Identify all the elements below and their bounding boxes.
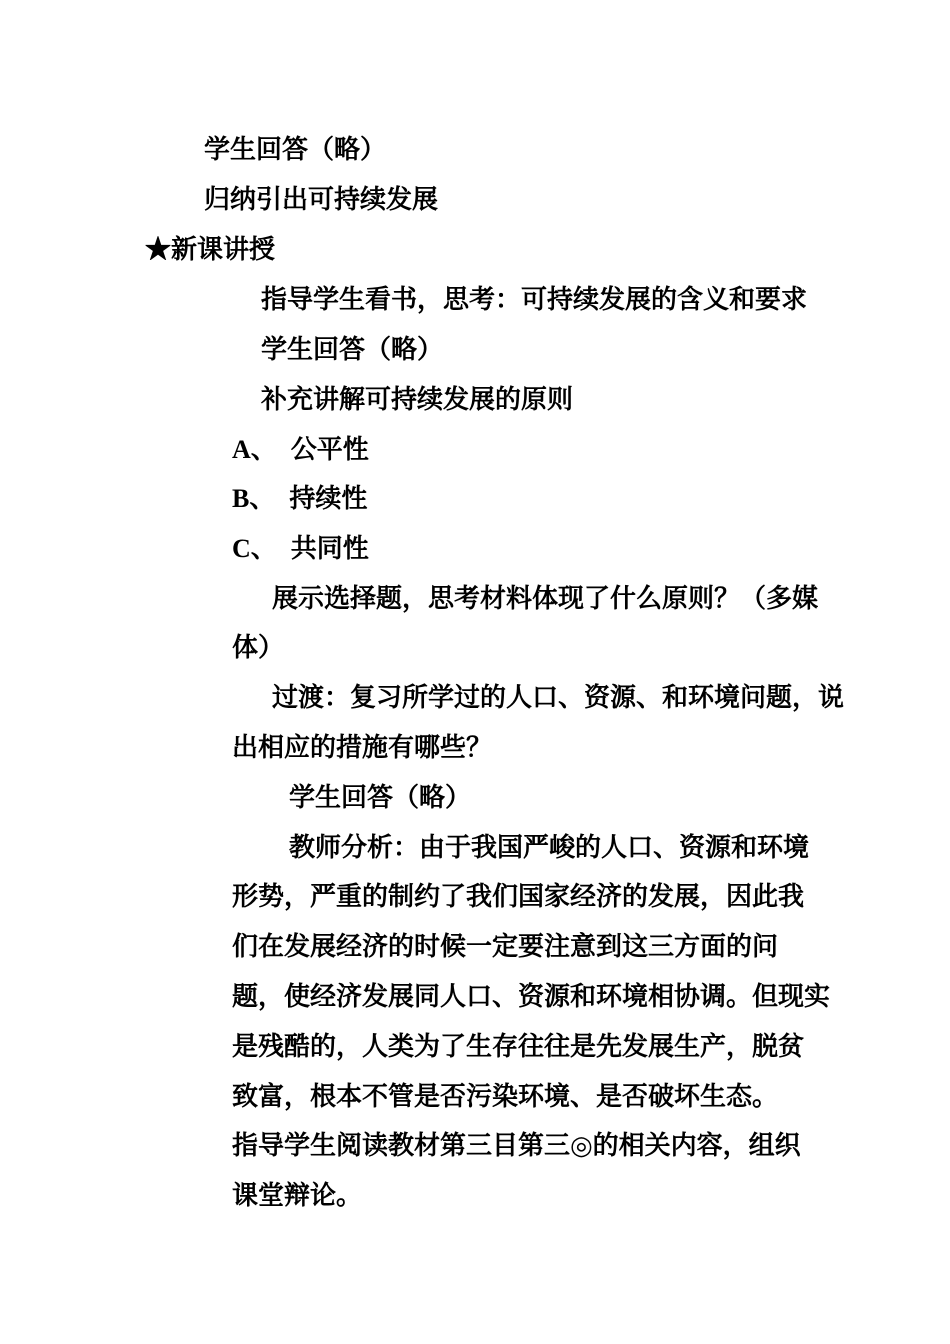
principle-text: 共同性	[290, 534, 369, 564]
analysis-line-4: 题，使经济发展同人口、资源和环境相协调。但现实	[232, 982, 831, 1012]
transition-line-1: 过渡：复习所学过的人口、资源、和环境问题，说	[272, 683, 845, 713]
principle-marker: B、	[232, 484, 276, 513]
principles-intro: 补充讲解可持续发展的原则	[261, 385, 574, 415]
principle-text: 持续性	[289, 484, 368, 514]
student-answer-3: 学生回答（略）	[289, 783, 472, 813]
debate-line-1: 指导学生阅读教材第三目第三◎的相关内容，组织	[232, 1131, 801, 1161]
analysis-line-5: 是残酷的，人类为了生存往往是先发展生产，脱贫	[232, 1032, 805, 1062]
principle-item-a	[232, 433, 369, 467]
principle-text: 公平性	[290, 435, 369, 465]
student-answer-2: 学生回答（略）	[261, 335, 444, 365]
principle-item-b	[232, 482, 367, 516]
debate-line-2: 课堂辩论。	[232, 1181, 363, 1211]
question-line-2: 体）	[232, 633, 285, 663]
summary-line: 归纳引出可持续发展	[204, 185, 439, 215]
question-line-1: 展示选择题，思考材料体现了什么原则？（多媒	[272, 584, 819, 614]
analysis-line-1: 教师分析：由于我国严峻的人口、资源和环境	[289, 833, 810, 863]
transition-line-2: 出相应的措施有哪些？	[232, 733, 493, 763]
analysis-line-6: 致富，根本不管是否污染环境、是否破坏生态。	[232, 1082, 779, 1112]
guide-reading-line: 指导学生看书，思考：可持续发展的含义和要求	[261, 285, 808, 315]
student-answer-1: 学生回答（略）	[204, 135, 387, 165]
principle-marker: A、	[232, 435, 277, 464]
analysis-line-2: 形势，严重的制约了我们国家经济的发展，因此我	[232, 882, 805, 912]
analysis-line-3: 们在发展经济的时候一定要注意到这三方面的问	[232, 932, 779, 962]
section-heading: ★新课讲授	[145, 235, 276, 265]
principle-item-c	[232, 532, 369, 566]
principle-marker: C、	[232, 534, 277, 563]
